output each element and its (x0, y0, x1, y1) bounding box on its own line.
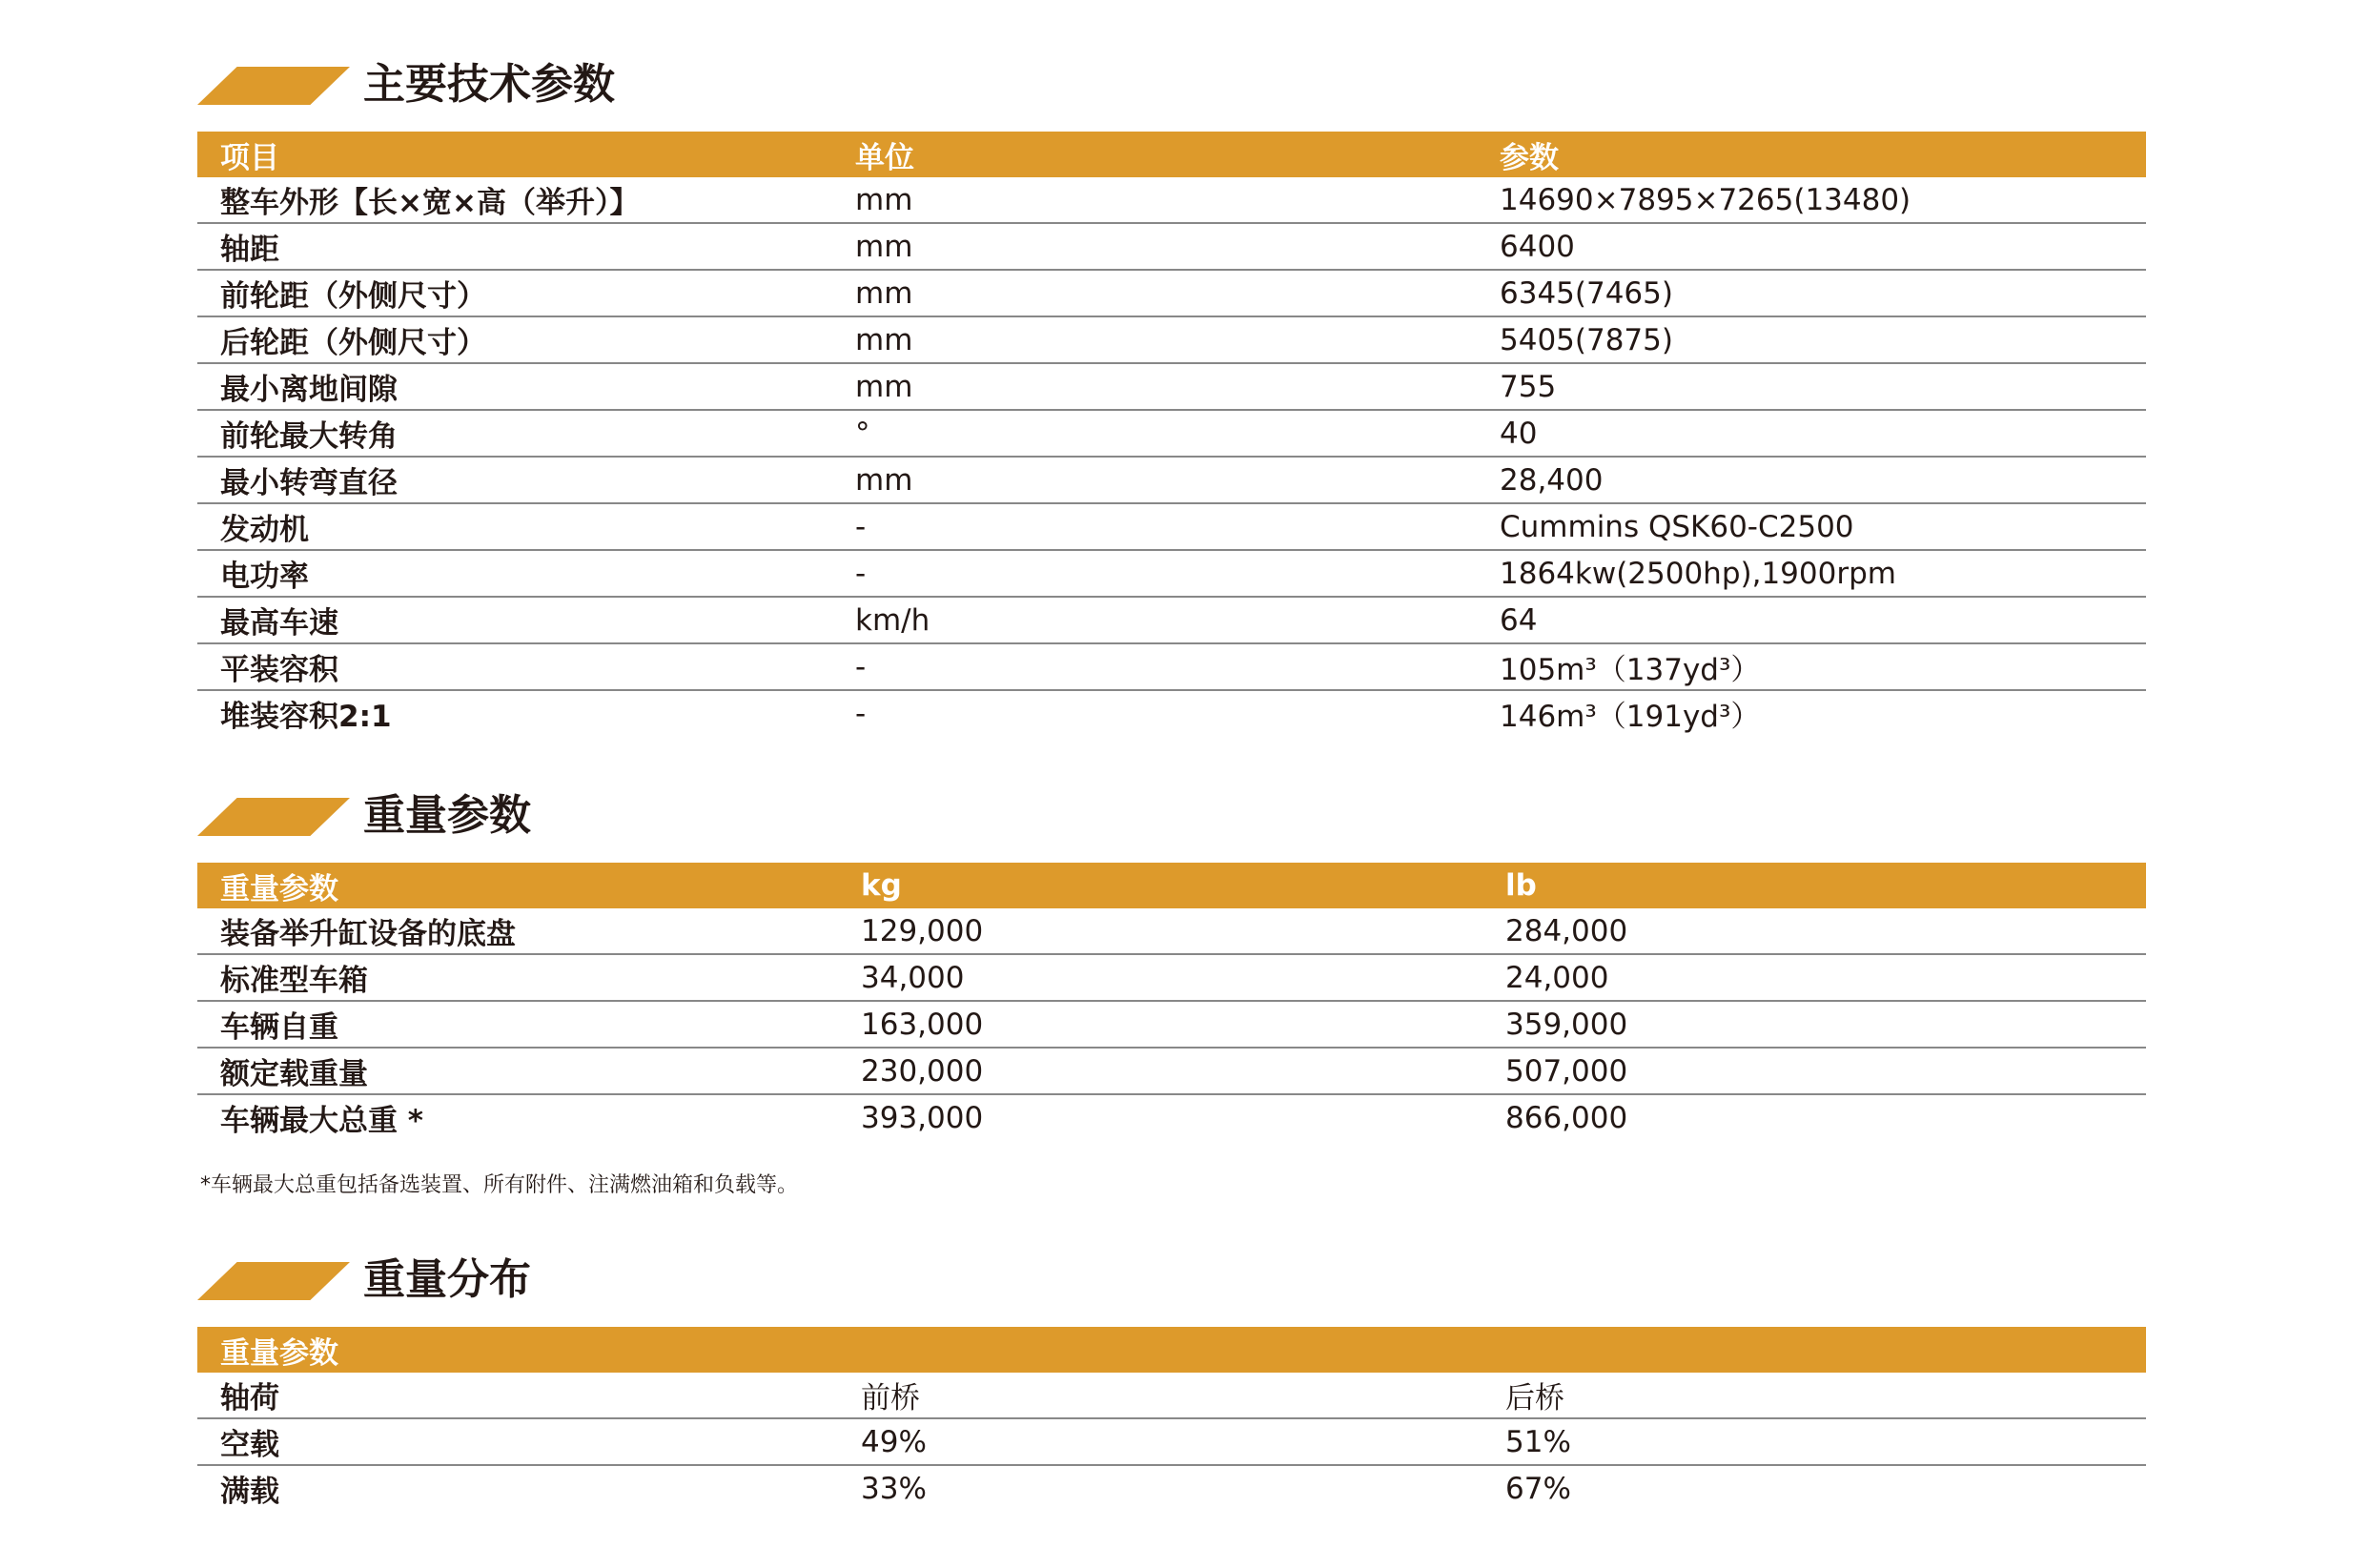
row-label: 车辆最大总重 * (220, 1104, 424, 1138)
row-label: 车辆自重 (197, 1001, 861, 1048)
distribution-heading (197, 1251, 2146, 1317)
row-value: 755 (1500, 363, 2146, 410)
row-value: 5405(7875) (1500, 316, 2146, 363)
row-label: 最小转弯直径 (197, 457, 855, 503)
weights-section (197, 786, 2146, 1140)
row-unit: mm (855, 363, 1500, 410)
row-rear: 后桥 (1505, 1373, 2146, 1418)
table-row (197, 270, 2146, 316)
specs-title: 主要技术参数 (363, 60, 615, 109)
row-lb: 284,000 (1505, 908, 2146, 954)
row-label: 电功率 (197, 550, 855, 597)
table-row (197, 223, 2146, 270)
row-label: 标准型车箱 (197, 954, 861, 1001)
row-lb: 359,000 (1505, 1001, 2146, 1048)
row-lb: 24,000 (1505, 954, 2146, 1001)
row-unit: km/h (855, 597, 1500, 643)
weights-table (197, 863, 2146, 1140)
row-lb: 866,000 (1505, 1100, 1628, 1135)
table-row (197, 597, 2146, 643)
row-label: 前轮距（外侧尺寸） (197, 270, 855, 316)
table-row (197, 316, 2146, 363)
row-value: 6400 (1500, 223, 2146, 270)
row-rear: 51% (1505, 1418, 2146, 1465)
row-kg: 393,000 (861, 1100, 984, 1135)
specs-table (197, 132, 2146, 736)
row-label: 前轮最大转角 (197, 410, 855, 457)
row-kg: 230,000 (861, 1048, 1505, 1094)
chevron-icon (197, 1262, 350, 1300)
table-row (197, 643, 2146, 690)
row-label: 装备举升缸设备的底盘 (197, 908, 861, 954)
table-row (197, 1373, 2146, 1418)
row-front: 49% (861, 1418, 1505, 1465)
table-row (197, 1094, 2146, 1140)
row-unit: mm (855, 177, 1500, 223)
distribution-table (197, 1327, 2146, 1511)
row-front: 前桥 (861, 1373, 1505, 1418)
table-row (197, 1465, 2146, 1511)
row-front: 33% (861, 1471, 927, 1506)
row-label: 额定载重量 (197, 1048, 861, 1094)
table-row (197, 363, 2146, 410)
row-value: 1864kw(2500hp),1900rpm (1500, 550, 2146, 597)
column-header: lb (1505, 863, 2146, 908)
row-value: 146m³（191yd³） (1500, 700, 1761, 734)
row-unit: - (855, 550, 1500, 597)
row-unit: mm (855, 316, 1500, 363)
table-row (197, 550, 2146, 597)
row-unit: mm (855, 457, 1500, 503)
table-header-row (197, 863, 2146, 908)
row-label: 最高车速 (197, 597, 855, 643)
table-row (197, 690, 2146, 736)
table-row (197, 410, 2146, 457)
specs-section (197, 55, 2146, 736)
row-value: Cummins QSK60-C2500 (1500, 503, 2146, 550)
row-value: 6345(7465) (1500, 270, 2146, 316)
row-value: 64 (1500, 597, 2146, 643)
row-label: 后轮距（外侧尺寸） (197, 316, 855, 363)
row-value: 14690×7895×7265(13480) (1500, 177, 2146, 223)
table-row (197, 1418, 2146, 1465)
column-header (861, 1327, 1505, 1373)
table-row (197, 177, 2146, 223)
column-header: 重量参数 (197, 1327, 861, 1373)
table-row (197, 1048, 2146, 1094)
row-label: 发动机 (197, 503, 855, 550)
row-unit: - (855, 696, 867, 731)
row-value: 40 (1500, 410, 2146, 457)
column-header (1505, 1327, 2146, 1373)
column-header: 参数 (1500, 132, 2146, 177)
row-label: 平装容积 (197, 643, 855, 690)
row-kg: 34,000 (861, 954, 1505, 1001)
specs-heading (197, 55, 2146, 122)
row-lb: 507,000 (1505, 1048, 2146, 1094)
table-row (197, 503, 2146, 550)
column-header: kg (861, 863, 1505, 908)
row-kg: 129,000 (861, 908, 1505, 954)
row-label: 轴距 (197, 223, 855, 270)
row-value: 105m³（137yd³） (1500, 643, 2146, 690)
table-row (197, 1001, 2146, 1048)
weights-heading (197, 786, 2146, 853)
table-row (197, 908, 2146, 954)
row-rear: 67% (1505, 1471, 1571, 1506)
weights-title: 重量参数 (363, 791, 531, 840)
row-unit: - (855, 643, 1500, 690)
column-header: 重量参数 (197, 863, 861, 908)
row-label: 空载 (197, 1418, 861, 1465)
row-unit: mm (855, 270, 1500, 316)
chevron-icon (197, 67, 350, 105)
table-row (197, 954, 2146, 1001)
distribution-title: 重量分布 (363, 1255, 531, 1304)
table-header-row (197, 1327, 2146, 1373)
chevron-icon (197, 798, 350, 836)
row-label: 整车外形【长×宽×高（举升）】 (197, 177, 855, 223)
weight-footnote: *车辆最大总重包括备选装置、所有附件、注满燃油箱和负载等。 (200, 1173, 799, 1197)
row-label: 满载 (220, 1475, 279, 1509)
distribution-section (197, 1251, 2146, 1511)
row-label: 轴荷 (197, 1373, 861, 1418)
row-kg: 163,000 (861, 1001, 1505, 1048)
table-header-row (197, 132, 2146, 177)
row-unit: ° (855, 410, 1500, 457)
row-value: 28,400 (1500, 457, 2146, 503)
row-unit: - (855, 503, 1500, 550)
row-label: 堆装容积2:1 (220, 700, 392, 734)
table-row (197, 457, 2146, 503)
row-label: 最小离地间隙 (197, 363, 855, 410)
column-header: 项目 (197, 132, 855, 177)
row-unit: mm (855, 223, 1500, 270)
column-header: 单位 (855, 132, 1500, 177)
